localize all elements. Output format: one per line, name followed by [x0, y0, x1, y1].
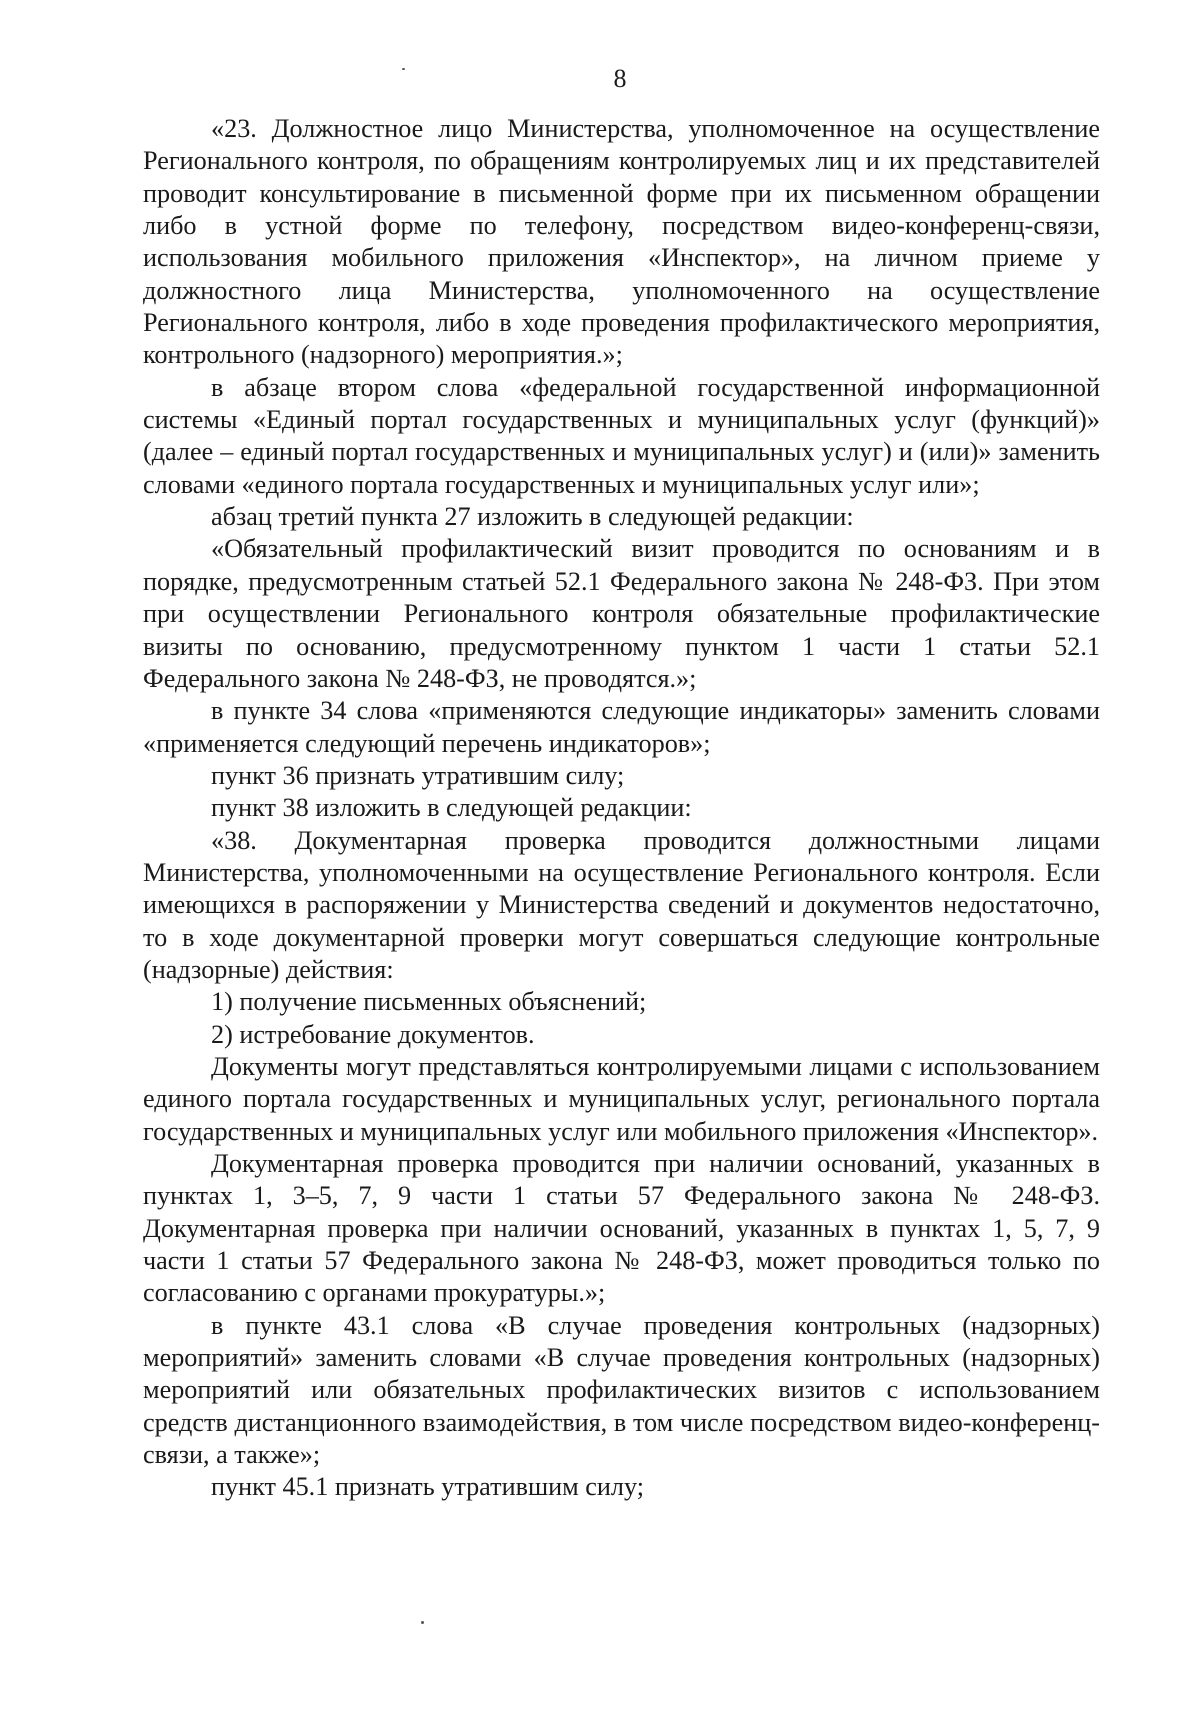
paragraph-item-34: в пункте 34 слова «применяются следующие индикаторы» заменить словами «применяется следующий перечень индикаторов»;: [143, 696, 1100, 758]
scan-speck: [421, 1621, 424, 1624]
paragraph-item-36: пункт 36 признать утратившим силу;: [211, 760, 625, 790]
paragraph-item-27-text: «Обязательный профилактический визит проводится по основаниям и в порядке, предусмотренным статьей 52.1 Федерального закона № 248-ФЗ. При этом при осуществлении Регионального контроля обязательные профилактические визиты по основанию, предусмотренному пунктом 1 части 1 статьи 52.1 Федерального закона № 248-ФЗ, не проводятся.»;: [143, 534, 1100, 693]
paragraph-item-38-text: «38. Документарная проверка проводится должностными лицами Министерства, уполномоченными на осуществление Регионального контроля. Если имеющихся в распоряжении у Министерства сведений и документов недостаточно, то в ходе документарной проверки могут совершаться следующие контрольные (надзорные) действия:: [143, 825, 1100, 984]
list-item-2: 2) истребование документов.: [211, 1019, 535, 1049]
paragraph-documentary-check: Документарная проверка проводится при наличии оснований, указанных в пунктах 1, 3–5, 7, 9 части 1 статьи 57 Федерального закона № 248-ФЗ. Документарная проверка при наличии оснований, указанных в пунктах 1, 5, 7, 9 части 1 статьи 57 Федерального закона № 248-ФЗ, может проводиться только по согласованию с органами прокуратуры.»;: [143, 1149, 1100, 1308]
page-number: 8: [613, 64, 627, 93]
paragraph-documents: Документы могут представляться контролируемыми лицами с использованием единого портала государственных и муниципальных услуг, регионального портала государственных и муниципальных услуг или мобильного приложения «Инспектор».: [143, 1051, 1100, 1146]
paragraph-item-27-intro: абзац третий пункта 27 изложить в следующей редакции:: [211, 502, 854, 532]
document-body: [143, 113, 1100, 1504]
paragraph-item-23: «23. Должностное лицо Министерства, уполномоченное на осуществление Регионального контроля, по обращениям контролируемых лиц и их представителей проводит консультирование в письменной форме при их письменном обращении либо в устной форме по телефону, посредством видео-конференц-связи, использования мобильного приложения «Инспектор», на личном приеме у должностного лица Министерства, уполномоченного на осуществление Регионального контроля, либо в ходе проведения профилактического мероприятия, контрольного (надзорного) мероприятия.»;: [143, 114, 1100, 370]
paragraph-item-38-intro: пункт 38 изложить в следующей редакции:: [211, 793, 692, 823]
paragraph-item-45-1: пункт 45.1 признать утратившим силу;: [211, 1472, 644, 1502]
list-item-1: 1) получение письменных объяснений;: [211, 987, 647, 1017]
paragraph-amend-second-indent: в абзаце втором слова «федеральной государственной информационной системы «Единый портал государственных и муниципальных услуг (функций)» (далее – единый портал государственных и муниципальных услуг) и (или)» заменить словами «единого портала государственных и муниципальных услуг или»;: [143, 372, 1100, 499]
paragraph-item-43-1: в пункте 43.1 слова «В случае проведения контрольных (надзорных) мероприятий» заменить словами «В случае проведения контрольных (надзорных) мероприятий или обязательных профилактических визитов с использованием средств дистанционного взаимодействия, в том числе посредством видео-конференц-связи, а также»;: [143, 1310, 1100, 1470]
